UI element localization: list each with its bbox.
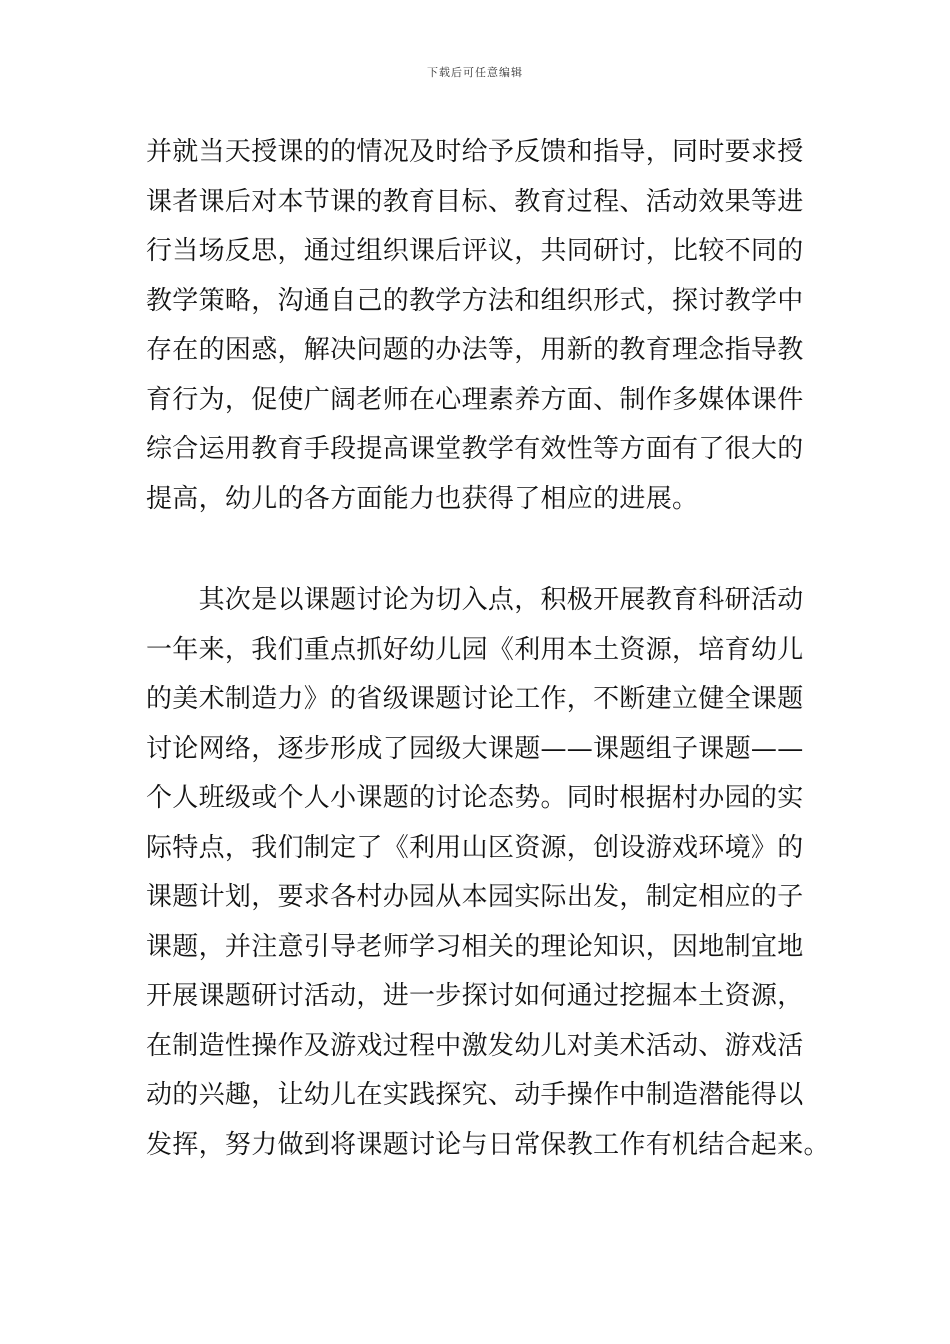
paragraph-line: 行当场反思，通过组织课后评议，共同研讨，比较不同的: [146, 236, 804, 266]
paragraph-line: 开展课题研讨活动，进一步探讨如何通过挖掘本土资源，: [146, 981, 804, 1011]
header-note: 下载后可任意编辑: [427, 66, 523, 79]
paragraph-line: 其次是以课题讨论为切入点，积极开展教育科研活动: [146, 585, 804, 615]
paragraph-line: 发挥，努力做到将课题讨论与日常保教工作有机结合起来。: [146, 1129, 830, 1160]
paragraph-line: 课题计划，要求各村办园从本园实际出发，制定相应的子: [146, 882, 804, 912]
paragraph-line: 的美术制造力》的省级课题讨论工作，不断建立健全课题: [146, 684, 804, 714]
paragraph-line: 际特点，我们制定了《利用山区资源，创设游戏环境》的: [146, 832, 804, 863]
paragraph-line: 存在的困惑，解决问题的办法等，用新的教育理念指导教: [146, 335, 804, 365]
paragraph-line: 动的兴趣，让幼儿在实践探究、动手操作中制造潜能得以: [146, 1080, 804, 1110]
paragraph-line: 一年来，我们重点抓好幼儿园《利用本土资源，培育幼儿: [146, 634, 804, 665]
paragraph-line: 在制造性操作及游戏过程中激发幼儿对美术活动、游戏活: [146, 1030, 804, 1061]
paragraph-line: 综合运用教育手段提高课堂教学有效性等方面有了很大的: [146, 434, 804, 464]
paragraph-line: 课者课后对本节课的教育目标、教育过程、活动效果等进: [146, 186, 804, 217]
paragraph-1: [146, 128, 826, 524]
paragraph-2: [146, 576, 830, 1170]
paragraph-line: 课题，并注意引导老师学习相关的理论知识，因地制宜地: [146, 931, 804, 962]
paragraph-line: 讨论网络，逐步形成了园级大课题——课题组子课题——: [146, 733, 804, 764]
paragraph-line: 提高，幼儿的各方面能力也获得了相应的进展。: [146, 483, 699, 514]
paragraph-line: 个人班级或个人小课题的讨论态势。同时根据村办园的实: [146, 783, 804, 813]
paragraph-line: 教学策略，沟通自己的教学方法和组织形式，探讨教学中: [146, 285, 804, 316]
paragraph-line: 育行为，促使广阔老师在心理素养方面、制作多媒体课件: [146, 384, 804, 415]
paragraph-line: 并就当天授课的的情况及时给予反馈和指导，同时要求授: [146, 137, 804, 167]
